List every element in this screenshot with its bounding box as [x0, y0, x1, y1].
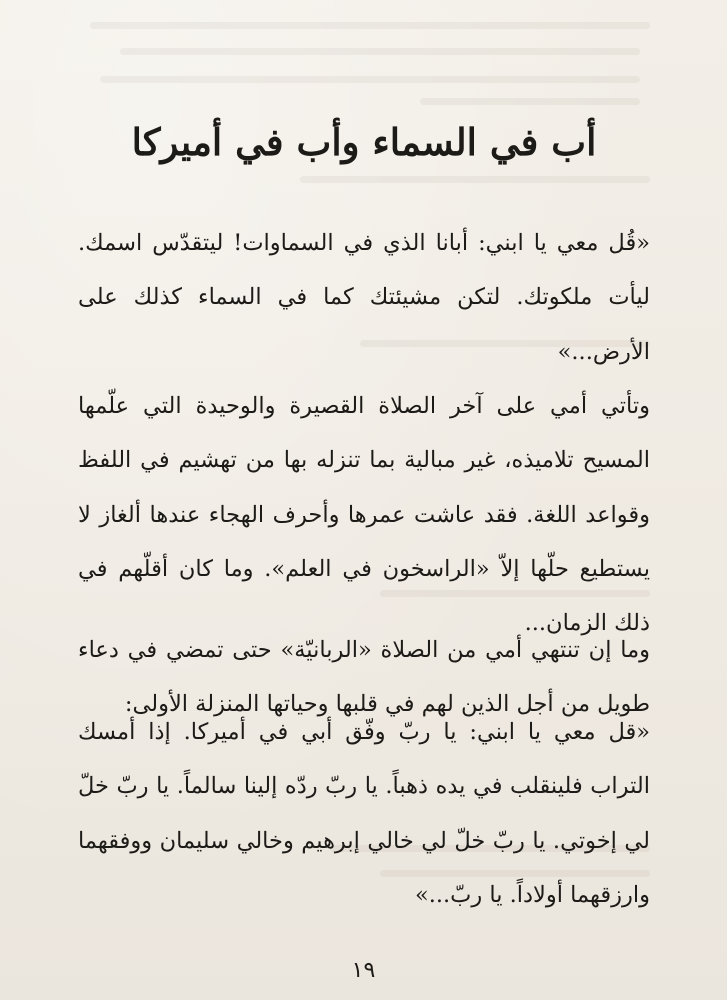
paragraph-4: «قل معي يا ابني: يا ربّ وفّق أبي في أميركا. إذا أمسك التراب فلينقلب في يده ذهباً. يا ربّ ردّه إلينا سالماً. يا ربّ خلّ لي إخوتي. يا ربّ خلّ لي خالي إبرهيم وخالي سليمان ووفقهما وارزقهما أولاداً. يا ربّ...» — [78, 719, 650, 908]
paragraph-1: «قُل معي يا ابني: أبانا الذي في السماوات! ليتقدّس اسمك. ليأت ملكوتك. لتكن مشيئتك كما في السماء كذلك على الأرض...» — [78, 230, 650, 365]
page-number: ١٩ — [351, 958, 376, 983]
paragraph-3: وما إن تنتهي أمي من الصلاة «الربانيّة» حتى تمضي في دعاء طويل من أجل الذين لهم في قلبها وحياتها المنزلة الأولى: — [78, 637, 650, 718]
paragraph-2: وتأتي أمي على آخر الصلاة القصيرة والوحيدة التي علّمها المسيح تلاميذه، غير مبالية بما تنزله بها من تهشيم في اللفظ وقواعد اللغة. فقد عاشت عمرها وأحرف الهجاء عندها ألغاز لا يستطيع حلّها إلاّ «الراسخون في العلم». وما كان أقلّهم في ذلك الزمان... — [78, 393, 650, 637]
chapter-title: أب في السماء وأب في أميركا — [131, 120, 597, 164]
